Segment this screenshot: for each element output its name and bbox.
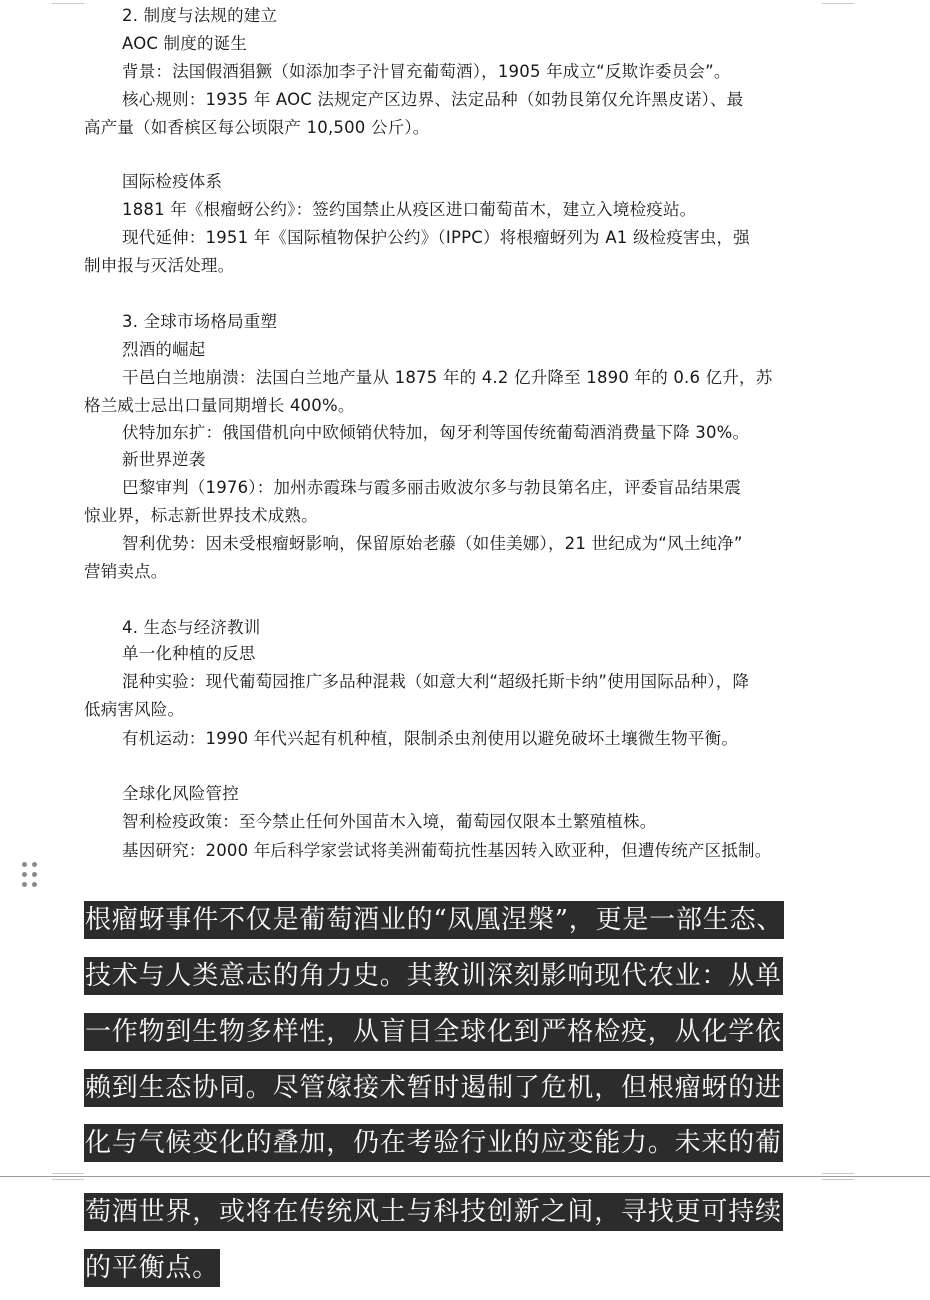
highlighted-line[interactable]: 技术与人类意志的角力史。其教训深刻影响现代农业：从单 [84, 957, 783, 995]
highlighted-line[interactable]: 的平衡点。 [84, 1249, 220, 1287]
drag-handle-icon[interactable] [20, 860, 40, 890]
corner-mark-next-left [52, 1179, 84, 1186]
paragraph-line: 低病害风险。 [84, 700, 185, 719]
paragraph-line: 制申报与灭活处理。 [84, 256, 235, 275]
highlighted-line[interactable]: 化与气候变化的叠加，仍在考验行业的应变能力。未来的葡 [84, 1124, 783, 1162]
subsection-title: 新世界逆袭 [122, 450, 206, 469]
paragraph-line: 基因研究：2000 年后科学家尝试将美洲葡萄抗性基因转入欧亚种，但遭传统产区抵制。 [122, 841, 772, 860]
subsection-title: 国际检疫体系 [122, 172, 223, 191]
paragraph-line: 高产量（如香槟区每公顷限产 10,500 公斤）。 [84, 118, 430, 137]
paragraph-line: 干邑白兰地崩溃：法国白兰地产量从 1875 年的 4.2 亿升降至 1890 年的 0.6 亿升，苏 [122, 368, 773, 387]
paragraph-line: 有机运动：1990 年代兴起有机种植，限制杀虫剂使用以避免破坏土壤微生物平衡。 [122, 729, 739, 748]
section-heading: 4. 生态与经济教训 [122, 618, 261, 637]
corner-mark-bottom-right [822, 1165, 854, 1174]
section-heading: 3. 全球市场格局重塑 [122, 312, 278, 331]
highlighted-line[interactable]: 一作物到生物多样性，从盲目全球化到严格检疫，从化学依 [84, 1013, 783, 1051]
paragraph-line: 营销卖点。 [84, 562, 168, 581]
corner-mark-top-right [822, 0, 854, 4]
paragraph-line: 惊业界，标志新世界技术成熟。 [84, 506, 318, 525]
corner-mark-bottom-left [52, 1165, 84, 1174]
subsection-title: AOC 制度的诞生 [122, 34, 248, 53]
paragraph-line: 格兰威士忌出口量同期增长 400%。 [84, 396, 355, 415]
paragraph-line: 背景：法国假酒猖獗（如添加李子汁冒充葡萄酒），1905 年成立“反欺诈委员会”。 [122, 62, 731, 81]
corner-mark-top-left [52, 0, 84, 4]
paragraph-line: 混种实验：现代葡萄园推广多品种混栽（如意大利“超级托斯卡纳”使用国际品种），降 [122, 672, 750, 691]
highlighted-line[interactable]: 根瘤蚜事件不仅是葡萄酒业的“凤凰涅槃”，更是一部生态、 [84, 901, 784, 939]
paragraph-line: 核心规则：1935 年 AOC 法规定产区边界、法定品种（如勃艮第仅允许黑皮诺）、最 [122, 90, 744, 109]
highlighted-line[interactable]: 赖到生态协同。尽管嫁接术暂时遏制了危机，但根瘤蚜的进 [84, 1069, 783, 1107]
paragraph-line: 智利优势：因未受根瘤蚜影响，保留原始老藤（如佳美娜），21 世纪成为“风土纯净” [122, 534, 743, 553]
corner-mark-next-right [822, 1179, 854, 1186]
paragraph-line: 现代延伸：1951 年《国际植物保护公约》（IPPC）将根瘤蚜列为 A1 级检疫害虫，强 [122, 228, 750, 247]
subsection-title: 烈酒的崛起 [122, 340, 206, 359]
paragraph-line: 智利检疫政策：至今禁止任何外国苗木入境，葡萄园仅限本土繁殖植株。 [122, 812, 657, 831]
paragraph-line: 巴黎审判（1976）：加州赤霞珠与霞多丽击败波尔多与勃艮第名庄，评委盲品结果震 [122, 478, 742, 497]
subsection-title: 全球化风险管控 [122, 784, 239, 803]
section-heading: 2. 制度与法规的建立 [122, 6, 278, 25]
paragraph-line: 伏特加东扩：俄国借机向中欧倾销伏特加，匈牙利等国传统葡萄酒消费量下降 30%。 [122, 423, 750, 442]
paragraph-line: 1881 年《根瘤蚜公约》：签约国禁止从疫区进口葡萄苗木，建立入境检疫站。 [122, 200, 697, 219]
subsection-title: 单一化种植的反思 [122, 644, 256, 663]
highlighted-line[interactable]: 萄酒世界，或将在传统风土与科技创新之间，寻找更可持续 [84, 1193, 783, 1231]
page-break [0, 1176, 930, 1177]
